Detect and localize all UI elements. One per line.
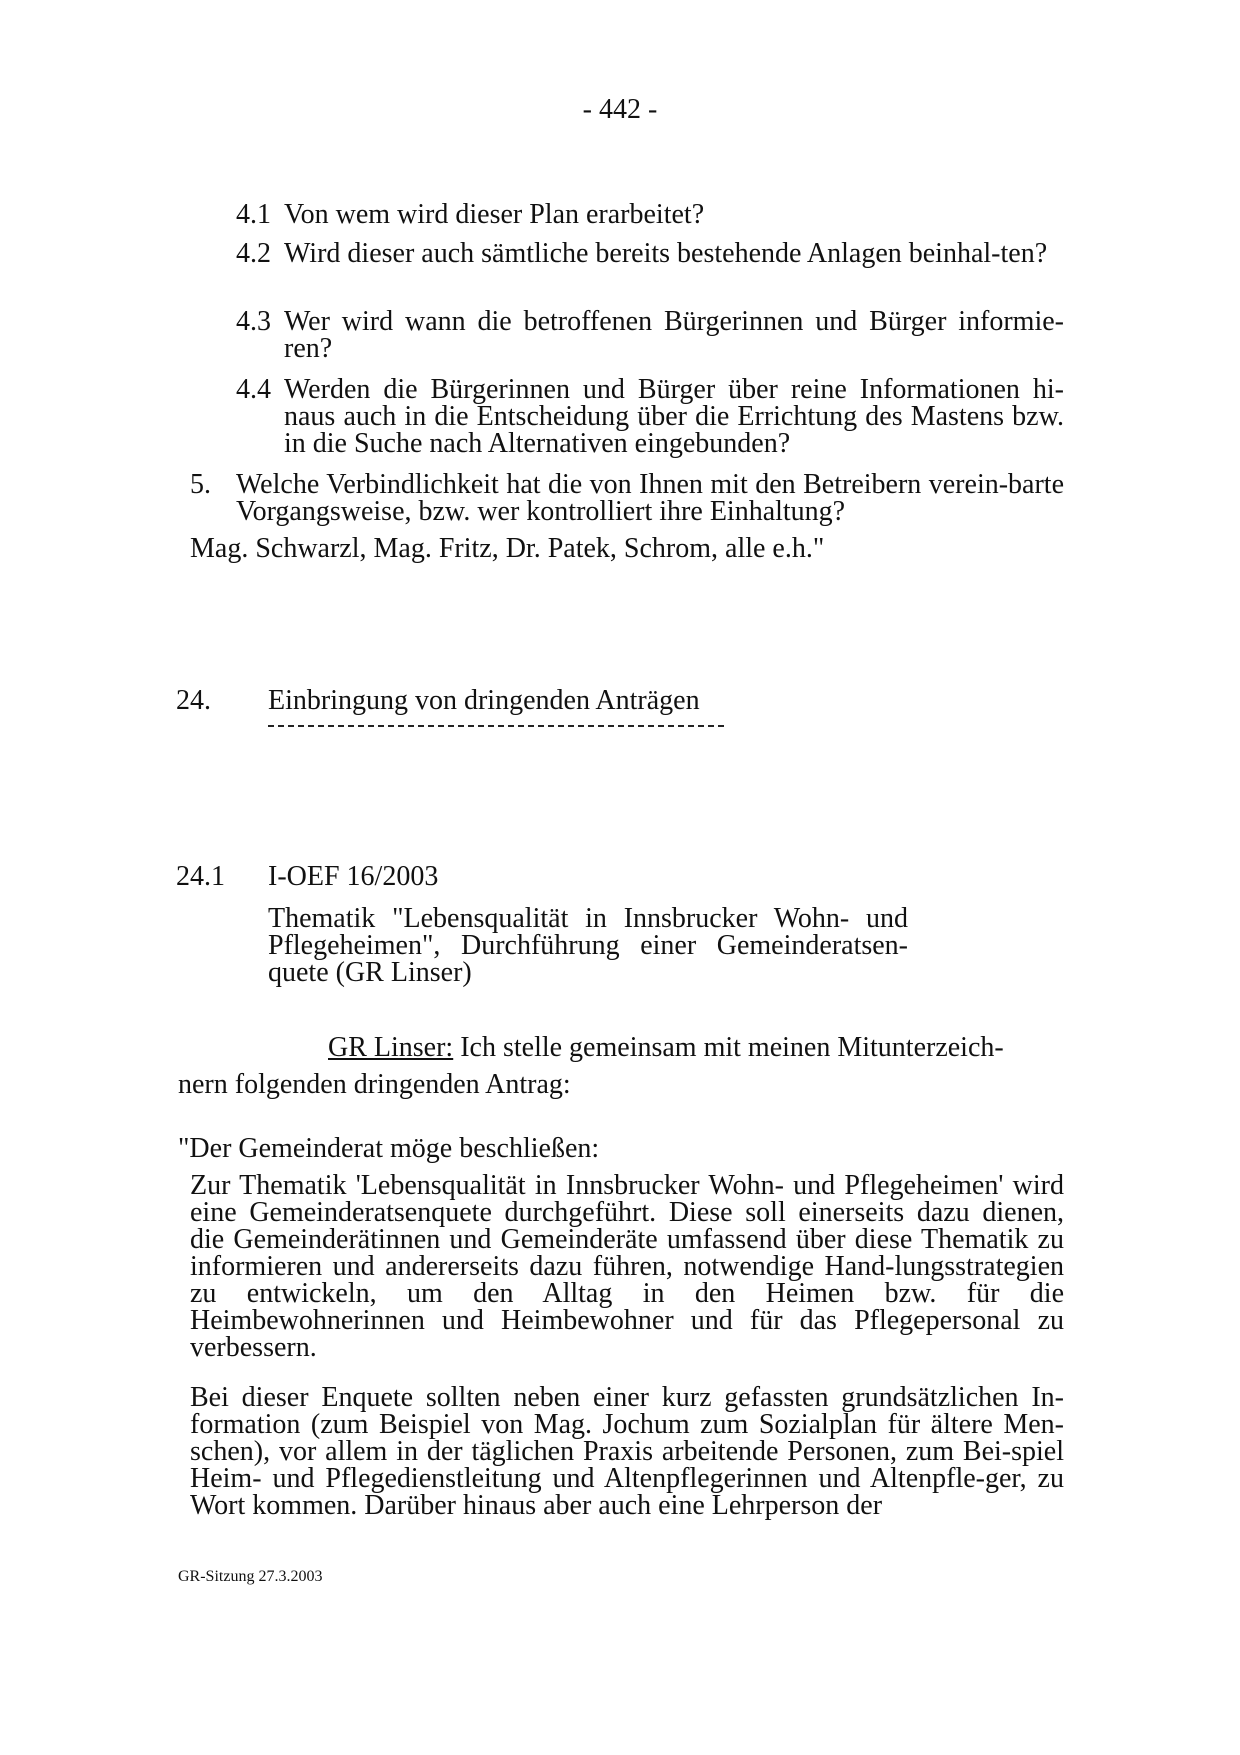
subsection-description: Thematik "Lebensqualität in Innsbrucker Wohn- und Pflegeheimen", Durchführung einer Gemeinderatsen-quete (GR Linser) <box>268 903 908 988</box>
signatories: Mag. Schwarzl, Mag. Fritz, Dr. Patek, Schrom, alle e.h." <box>190 533 825 564</box>
question-text: Wird dieser auch sämtliche bereits bestehende Anlagen beinhal-ten? <box>284 238 1048 269</box>
speech-text: Ich stelle gemeinsam mit meinen Mitunterzeich- <box>460 1032 1004 1063</box>
section-divider <box>268 725 724 727</box>
page-number: - 442 - <box>582 94 658 125</box>
question-item <box>190 471 1064 525</box>
speech-opening <box>328 1033 1004 1063</box>
question-number: 4.4 <box>236 374 271 405</box>
question-item <box>236 308 1064 362</box>
question-text: Welche Verbindlichkeit hat die von Ihnen mit den Betreibern verein-barte Vorgangsweise, bzw. wer kontrolliert ihre Einhaltung? <box>236 469 1064 527</box>
speech-continuation: nern folgenden dringenden Antrag: <box>178 1069 571 1100</box>
question-item <box>236 376 1064 457</box>
question-item <box>236 201 1064 228</box>
subsection-number: 24.1 <box>176 861 225 892</box>
question-text: Wer wird wann die betroffenen Bürgerinnen und Bürger informie-ren? <box>284 306 1064 364</box>
question-item <box>236 240 1064 267</box>
motion-intro: "Der Gemeinderat möge beschließen: <box>178 1133 600 1164</box>
question-number: 4.1 <box>236 199 271 230</box>
question-number: 5. <box>190 469 211 500</box>
question-number: 4.2 <box>236 238 271 269</box>
question-number: 4.3 <box>236 306 271 337</box>
section-title: Einbringung von dringenden Anträgen <box>268 685 700 716</box>
question-text: Werden die Bürgerinnen und Bürger über reine Informationen hi-naus auch in die Entscheidung über die Errichtung des Mastens bzw. in die Suche nach Alternativen eingebunden? <box>284 374 1064 459</box>
page-footer: GR-Sitzung 27.3.2003 <box>178 1568 323 1585</box>
motion-paragraph: Zur Thematik 'Lebensqualität in Innsbrucker Wohn- und Pflegeheimen' wird eine Gemeinderatsenquete durchgeführt. Diese soll einerseits dazu dienen, die Gemeinderätinnen und Gemeinderäte umfassend über diese Thematik zu informieren und andererseits dazu führen, notwendige Hand-lungsstrategien zu entwickeln, um den Alltag in den Heimen bzw. für die Heimbewohnerinnen und Heimbewohner und für das Pflegepersonal zu verbessern. <box>190 1170 1064 1363</box>
section-number: 24. <box>176 685 211 716</box>
subsection-reference: I-OEF 16/2003 <box>268 861 439 892</box>
motion-paragraph: Bei dieser Enquete sollten neben einer kurz gefassten grundsätzlichen In-formation (zum Beispiel von Mag. Jochum zum Sozialplan für ältere Men-schen), vor allem in der täglichen Praxis arbeitende Personen, zum Bei-spiel Heim- und Pflegedienstleitung und Altenpflegerinnen und Altenpfle-ger, zu Wort kommen. Darüber hinaus aber auch eine Lehrperson der <box>190 1382 1064 1521</box>
question-text: Von wem wird dieser Plan erarbeitet? <box>284 199 705 230</box>
speaker-name: GR Linser: <box>328 1032 454 1063</box>
